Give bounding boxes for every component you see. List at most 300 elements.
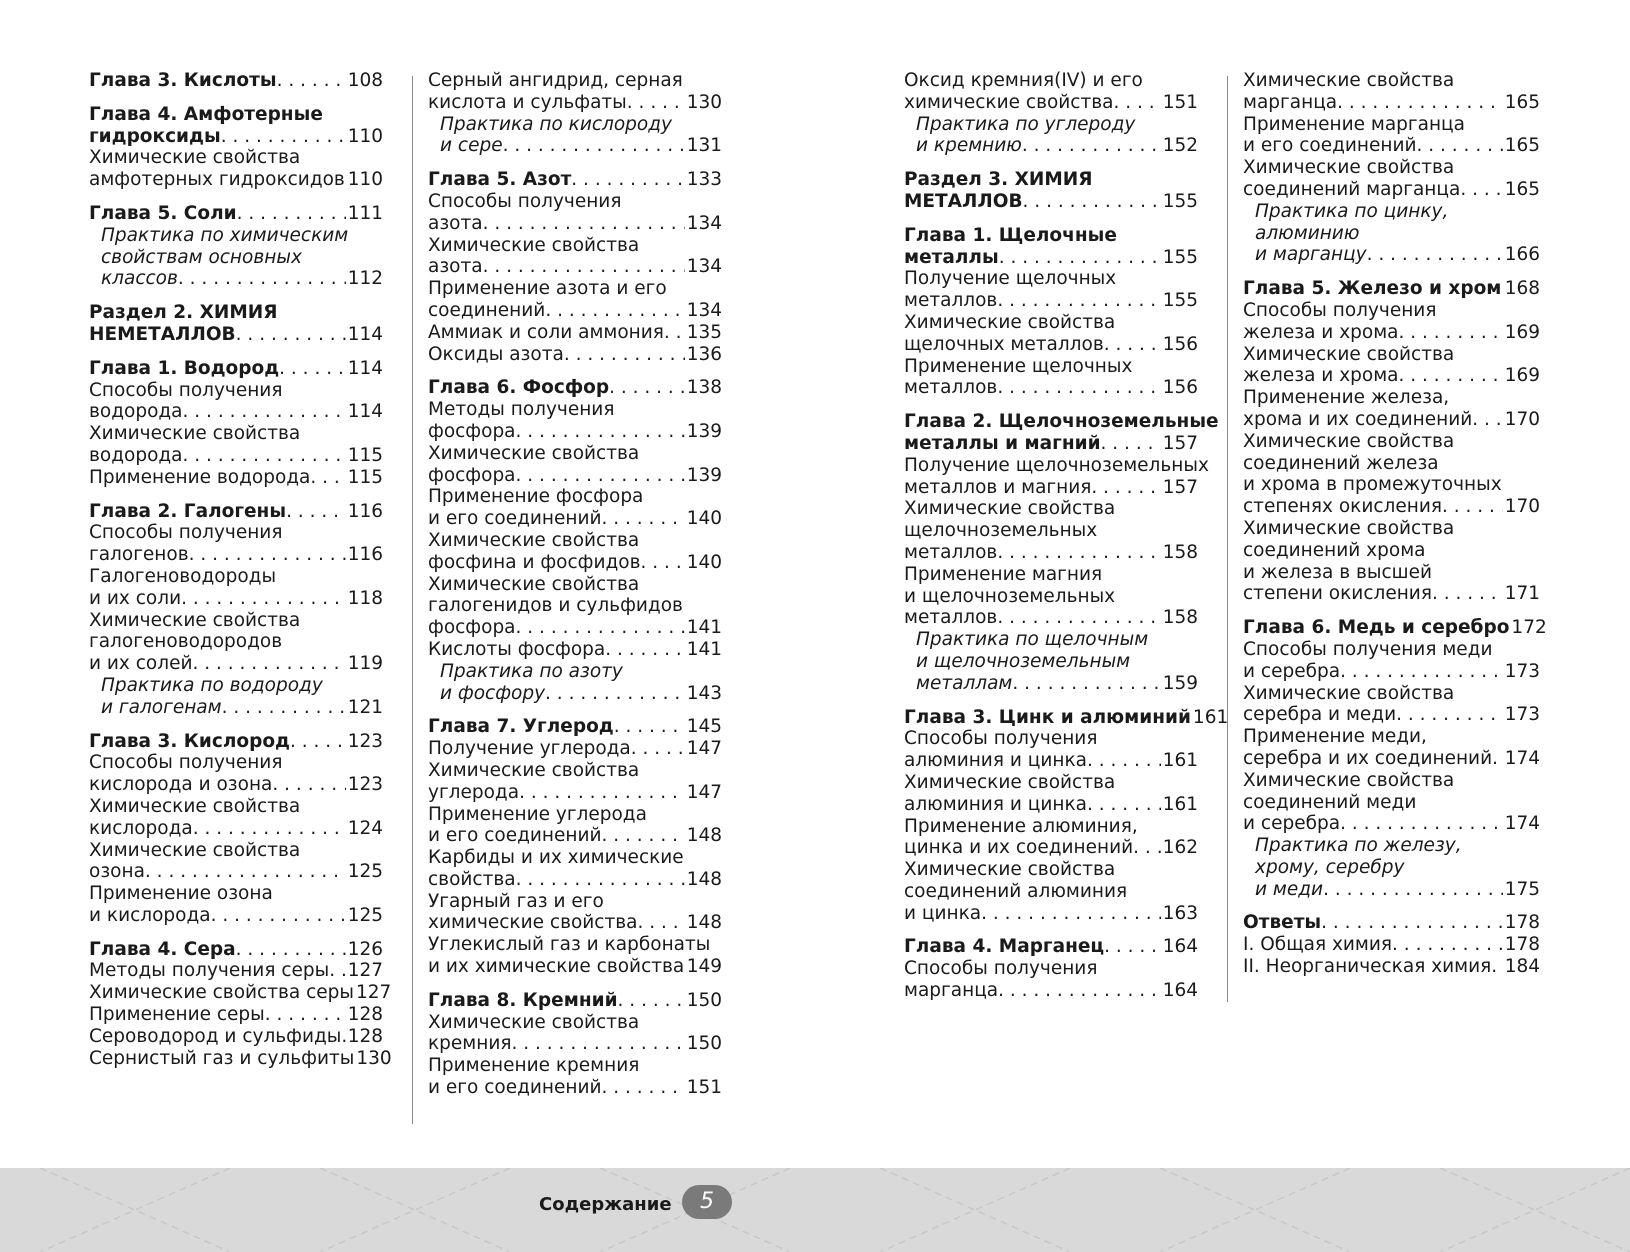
toc-line <box>428 344 722 366</box>
toc-page-number: 174 <box>1504 813 1540 835</box>
toc-line-text: Методы получения <box>428 399 615 421</box>
toc-line-text: Химические свойства <box>904 311 1116 333</box>
dot-leader <box>999 247 1161 269</box>
toc-line <box>89 1004 383 1026</box>
dot-leader <box>516 869 685 891</box>
toc-heading-entry <box>89 501 383 523</box>
toc-line-text: хрому, серебру <box>1255 856 1405 878</box>
toc-line <box>904 706 1229 729</box>
dot-leader <box>1104 334 1161 356</box>
toc-page-number: 131 <box>686 135 722 157</box>
toc-practice-entry <box>1243 835 1540 900</box>
toc-line <box>89 752 383 774</box>
toc-line <box>89 905 383 927</box>
toc-line <box>904 312 1198 334</box>
dot-leader <box>1492 748 1503 770</box>
toc-line-text: Химические свойства <box>428 442 640 464</box>
toc-line <box>1243 92 1540 114</box>
toc-line-text: фосфора <box>428 617 516 639</box>
dot-leader <box>564 344 685 366</box>
dot-leader <box>183 445 346 467</box>
toc-line-text: Ответы <box>1243 912 1322 934</box>
toc-line <box>904 290 1198 312</box>
toc-line <box>428 191 722 213</box>
toc-line-text: галогеноводородов <box>89 631 283 653</box>
toc-line <box>89 588 383 610</box>
toc-line-text: Аммиак и соли аммония <box>428 321 664 343</box>
dot-leader <box>602 508 685 530</box>
toc-line <box>89 467 383 489</box>
toc-line <box>89 939 383 961</box>
toc-line-text: Глава 1. Водород <box>89 357 280 379</box>
toc-page-number: 161 <box>1162 750 1198 772</box>
dot-leader <box>1012 673 1160 695</box>
toc-line-text: Кислоты фосфора <box>428 638 606 660</box>
toc-line <box>428 508 722 530</box>
toc-entry <box>89 960 383 982</box>
toc-page-number: 135 <box>686 321 722 343</box>
toc-line-text: металлы <box>904 246 999 268</box>
dot-leader <box>1114 92 1161 114</box>
dot-leader <box>1133 837 1161 859</box>
toc-line-text: Применение азота и его <box>428 278 667 300</box>
toc-line <box>1243 683 1540 705</box>
toc-line <box>89 796 383 818</box>
toc-line <box>904 837 1198 859</box>
toc-entry <box>428 486 722 530</box>
toc-line <box>89 501 383 523</box>
toc-entry <box>428 574 722 639</box>
toc-line <box>1255 223 1540 245</box>
toc-line <box>428 322 722 344</box>
toc-line-text: Получение щелочных <box>904 268 1117 290</box>
toc-page-number: 115 <box>347 444 383 466</box>
toc-line <box>428 956 722 978</box>
toc-line <box>1255 857 1540 879</box>
toc-entry <box>904 356 1198 400</box>
toc-line <box>428 1012 722 1034</box>
toc-entry <box>1243 70 1540 114</box>
toc-line <box>904 794 1198 816</box>
toc-line <box>428 716 722 738</box>
toc-line <box>440 135 722 157</box>
toc-line <box>904 958 1198 980</box>
toc-line-text: Глава 5. Железо и хром <box>1243 278 1502 300</box>
toc-entry <box>904 70 1198 114</box>
toc-page-number: 155 <box>1162 246 1198 268</box>
toc-heading-entry <box>1243 912 1540 934</box>
toc-line <box>1243 792 1540 814</box>
toc-line <box>1243 135 1540 157</box>
toc-line-text: кислота и сульфаты <box>428 91 627 113</box>
toc-line <box>428 92 722 114</box>
toc-line-text: озона <box>89 861 145 883</box>
toc-page-number: 118 <box>347 587 383 609</box>
toc-page-number: 168 <box>1504 278 1540 300</box>
toc-page-number: 138 <box>686 377 722 399</box>
dot-leader <box>503 135 685 157</box>
dot-leader <box>605 639 684 661</box>
toc-line-text: классов <box>101 268 178 290</box>
toc-line-text: Практика по углероду <box>916 113 1136 135</box>
toc-line-text: свойствам основных <box>101 246 302 268</box>
toc-line-text: Применение фосфора <box>428 486 644 508</box>
toc-line <box>89 203 383 225</box>
dot-leader <box>1337 92 1503 114</box>
toc-line-text: и сере <box>440 135 503 157</box>
toc-line-text: Способы получения <box>904 728 1098 750</box>
toc-entry <box>1243 770 1540 835</box>
toc-practice-entry <box>904 629 1198 694</box>
toc-entry <box>428 891 722 935</box>
toc-line <box>440 114 722 136</box>
toc-practice-entry <box>89 225 383 290</box>
dot-leader <box>997 542 1160 564</box>
toc-page-number: 139 <box>686 464 722 486</box>
toc-entry <box>428 934 722 978</box>
toc-page-number: 134 <box>686 299 722 321</box>
toc-line-text: Глава 3. Цинк и алюминий <box>904 706 1191 728</box>
toc-page-number: 151 <box>1162 91 1198 113</box>
toc-line-text: Применение кремния <box>428 1055 640 1077</box>
toc-line-text: Применение железа, <box>1243 387 1450 409</box>
toc-line <box>904 936 1198 958</box>
toc-line <box>1243 409 1540 431</box>
toc-page-number: 173 <box>1504 704 1540 726</box>
toc-line-text: Галогеноводороды <box>89 565 277 587</box>
toc-line <box>89 126 383 148</box>
dot-leader <box>545 683 685 705</box>
toc-page-number: 127 <box>356 982 392 1004</box>
dot-leader <box>614 716 685 738</box>
toc-line <box>428 213 722 235</box>
toc-line <box>89 818 383 840</box>
toc-heading-entry <box>904 411 1219 455</box>
dot-leader <box>236 939 346 961</box>
toc-line-text: Оксид кремния(IV) и его <box>904 70 1143 91</box>
toc-line <box>904 225 1198 247</box>
toc-page-number: 155 <box>1162 190 1198 212</box>
toc-entry <box>904 859 1198 924</box>
toc-line-text: Практика по азоту <box>440 660 623 682</box>
toc-column-3 <box>904 70 1229 1002</box>
toc-line-text: Углекислый газ и карбонаты <box>428 934 711 956</box>
dot-leader <box>997 607 1160 629</box>
dot-leader <box>310 467 345 489</box>
toc-line <box>89 147 383 169</box>
toc-heading-entry <box>1243 278 1540 300</box>
toc-line-text: Карбиды и их химические <box>428 847 684 869</box>
toc-line <box>1255 244 1540 266</box>
toc-line <box>428 421 722 443</box>
toc-line-text: и хрома в промежуточных <box>1243 474 1502 496</box>
toc-line-text: Способы получения <box>1243 299 1437 321</box>
toc-line-text: Глава 3. Кислород <box>89 730 290 752</box>
dot-leader <box>1399 365 1503 387</box>
toc-line <box>89 982 392 1004</box>
toc-heading-entry <box>428 990 722 1012</box>
toc-page-number: 173 <box>1504 660 1540 682</box>
toc-page-number: 161 <box>1192 706 1229 728</box>
toc-practice-entry <box>428 661 722 705</box>
toc-page-number: 184 <box>1504 956 1540 978</box>
dot-leader <box>286 501 346 523</box>
toc-line <box>89 610 383 632</box>
toc-line <box>1243 344 1540 366</box>
toc-line <box>904 728 1198 750</box>
toc-line-text: Химические свойства <box>1243 430 1455 452</box>
toc-line <box>904 268 1198 290</box>
dot-leader <box>290 731 346 753</box>
dot-leader <box>1432 583 1503 605</box>
toc-page-number: 158 <box>1162 607 1198 629</box>
toc-line-text: и марганцу <box>1255 244 1367 266</box>
toc-line <box>1243 748 1540 770</box>
toc-entry <box>428 443 722 487</box>
toc-entry <box>428 639 722 661</box>
toc-line-text: Способы получения <box>89 522 283 544</box>
toc-entry <box>1243 431 1540 518</box>
toc-line <box>1243 387 1540 409</box>
toc-entry <box>428 847 722 891</box>
toc-line <box>1243 934 1540 956</box>
dot-leader <box>145 861 346 883</box>
toc-line <box>1243 518 1540 540</box>
toc-line-text: Химические свойства <box>89 147 301 169</box>
dot-leader <box>1323 879 1503 901</box>
toc-line <box>428 278 722 300</box>
toc-line-text: Химические свойства <box>89 423 301 445</box>
toc-heading-entry <box>89 302 383 346</box>
toc-line <box>89 544 383 566</box>
toc-line-text: соединений марганца <box>1243 178 1461 200</box>
toc-page-number: 121 <box>347 696 383 718</box>
dot-leader <box>631 738 685 760</box>
toc-entry <box>89 883 383 927</box>
toc-line-text: Сероводород и сульфиды <box>89 1025 342 1047</box>
toc-line <box>89 423 383 445</box>
toc-line <box>89 445 383 467</box>
toc-line-text: и его соединений <box>428 1077 602 1099</box>
toc-line <box>101 675 383 697</box>
toc-line-text: Получение щелочноземельных <box>904 454 1209 476</box>
toc-entry <box>904 312 1198 356</box>
toc-line-text: металлов и магния <box>904 476 1092 498</box>
toc-line-text: Химические свойства <box>904 498 1116 520</box>
toc-line <box>904 70 1198 92</box>
toc-line-text: фосфина и фосфидов <box>428 551 641 573</box>
toc-line <box>1255 201 1540 223</box>
toc-line-text: Способы получения <box>89 379 283 401</box>
toc-line <box>904 586 1198 608</box>
dot-leader <box>519 782 685 804</box>
toc-line-text: и железа в высшей <box>1243 561 1433 583</box>
toc-entry <box>428 1055 722 1099</box>
toc-page-number: 172 <box>1511 617 1547 639</box>
toc-page-number: 165 <box>1504 91 1540 113</box>
toc-line-text: II. Неорганическая химия <box>1243 956 1492 978</box>
toc-line-text: Химические свойства <box>89 795 301 817</box>
footer-pattern <box>0 1168 1630 1252</box>
toc-page-number: 108 <box>347 70 383 91</box>
toc-line <box>428 782 722 804</box>
toc-practice-entry <box>89 675 383 719</box>
dot-leader <box>1442 496 1503 518</box>
toc-page-number: 170 <box>1504 408 1540 430</box>
toc-line-text: Химические свойства <box>904 771 1116 793</box>
toc-line <box>904 816 1198 838</box>
dot-leader <box>627 92 685 114</box>
toc-line-text: НЕМЕТАЛЛОВ <box>89 323 236 345</box>
toc-line-text: фосфора <box>428 464 516 486</box>
dot-leader <box>1491 956 1502 978</box>
toc-line <box>428 574 722 596</box>
toc-line <box>428 377 722 399</box>
toc-line <box>89 731 383 753</box>
toc-line-text: углерода <box>428 781 520 803</box>
toc-line <box>89 840 383 862</box>
dot-leader <box>178 268 346 290</box>
toc-entry <box>89 610 383 675</box>
dot-leader <box>641 552 685 574</box>
toc-line <box>428 70 722 92</box>
toc-line-text: Способы получения <box>89 752 283 774</box>
toc-entry <box>904 498 1198 563</box>
dot-leader <box>279 358 346 380</box>
toc-entry <box>904 772 1198 816</box>
toc-line-text: Глава 5. Азот <box>428 169 572 191</box>
toc-entry <box>89 1026 383 1048</box>
toc-line <box>904 477 1198 499</box>
toc-line-text: Химические свойства <box>904 859 1116 881</box>
toc-line <box>428 990 722 1012</box>
toc-heading-entry <box>428 377 722 399</box>
toc-line-text: Получение углерода <box>428 738 631 760</box>
toc-line-text: Глава 7. Углерод <box>428 716 614 738</box>
dot-leader <box>1417 135 1503 157</box>
toc-page-number: 165 <box>1504 178 1540 200</box>
dot-leader <box>1367 244 1503 266</box>
toc-page-number: 150 <box>686 1033 722 1055</box>
toc-heading-entry <box>904 225 1198 269</box>
toc-line <box>89 631 383 653</box>
toc-line-text: Глава 3. Кислоты <box>89 70 277 91</box>
toc-line-text: Раздел 3. ХИМИЯ <box>904 169 1093 191</box>
toc-line <box>101 247 383 269</box>
toc-page-number: 174 <box>1504 747 1540 769</box>
toc-line <box>904 750 1198 772</box>
toc-page-number: 170 <box>1504 496 1540 518</box>
dot-leader <box>1340 813 1503 835</box>
dot-leader <box>998 980 1161 1002</box>
toc-line <box>428 1077 722 1099</box>
toc-line-text: Оксиды азота <box>428 343 564 365</box>
toc-line-text: Применение углерода <box>428 803 647 825</box>
toc-line <box>89 566 383 588</box>
toc-line <box>904 859 1198 881</box>
column-divider-left <box>412 76 413 1124</box>
dot-leader <box>237 203 346 225</box>
toc-page-number: 112 <box>347 268 383 290</box>
toc-line <box>1243 583 1540 605</box>
toc-line-text: кремния <box>428 1033 512 1055</box>
toc-line <box>89 883 383 905</box>
toc-entry <box>1243 726 1540 770</box>
toc-line <box>1243 496 1540 518</box>
toc-line-text: соединений <box>428 299 546 321</box>
toc-line <box>89 104 383 126</box>
dot-leader <box>221 126 346 148</box>
dot-leader <box>1460 179 1502 201</box>
toc-line <box>428 1033 722 1055</box>
toc-line-text: соединений хрома <box>1243 539 1426 561</box>
toc-heading-entry <box>1243 617 1547 639</box>
toc-entry <box>89 380 383 424</box>
toc-line <box>89 960 383 982</box>
toc-line-text: металлы и магний <box>904 432 1101 454</box>
toc-line <box>1243 453 1540 475</box>
toc-line-text: и меди <box>1255 878 1324 900</box>
toc-line <box>89 861 383 883</box>
dot-leader <box>193 818 346 840</box>
toc-line <box>904 169 1198 191</box>
toc-line-text: галогенидов и сульфидов <box>428 595 683 617</box>
toc-page-number: 116 <box>347 544 383 566</box>
toc-line <box>904 607 1198 629</box>
dot-leader <box>664 322 685 344</box>
toc-page-number: 134 <box>686 212 722 234</box>
toc-line-text: алюминию <box>1255 222 1360 244</box>
toc-line-text: Химические свойства <box>1243 157 1455 179</box>
toc-line-text: Применение озона <box>89 883 273 905</box>
toc-page-number: 125 <box>347 861 383 883</box>
toc-line <box>89 1026 383 1048</box>
toc-entry <box>89 423 383 467</box>
toc-page-number: 126 <box>347 938 383 960</box>
toc-line <box>89 70 383 92</box>
toc-page-number: 151 <box>686 1077 722 1099</box>
toc-line-text: Глава 4. Амфотерные <box>89 103 323 125</box>
toc-line <box>428 847 722 869</box>
toc-line <box>1243 912 1540 934</box>
toc-line <box>1243 157 1540 179</box>
toc-line-text: Применение щелочных <box>904 355 1133 377</box>
toc-line-text: степенях окисления <box>1243 496 1443 518</box>
toc-line-text: Практика по кислороду <box>440 113 672 135</box>
toc-entry <box>904 728 1198 772</box>
toc-line <box>428 639 722 661</box>
toc-page-number: 171 <box>1504 583 1540 605</box>
toc-line-text: Химические свойства <box>1243 343 1455 365</box>
toc-entry <box>428 760 722 804</box>
toc-page-number: 147 <box>686 781 722 803</box>
dot-leader <box>1392 934 1503 956</box>
dot-leader <box>1023 191 1161 213</box>
toc-line-text: I. Общая химия <box>1243 934 1393 956</box>
toc-line-text: и щелочноземельных <box>904 585 1116 607</box>
footer-band <box>0 1168 1630 1252</box>
dot-leader <box>329 960 345 982</box>
toc-page-number: 130 <box>356 1047 392 1069</box>
toc-line <box>428 804 722 826</box>
toc-line <box>904 454 1209 477</box>
toc-page-number: 125 <box>347 904 383 926</box>
toc-line <box>1255 835 1540 857</box>
dot-leader <box>189 544 346 566</box>
toc-practice-entry <box>428 114 722 158</box>
toc-line-text: Глава 6. Фосфор <box>428 377 610 399</box>
toc-line-text: соединений меди <box>1243 791 1417 813</box>
